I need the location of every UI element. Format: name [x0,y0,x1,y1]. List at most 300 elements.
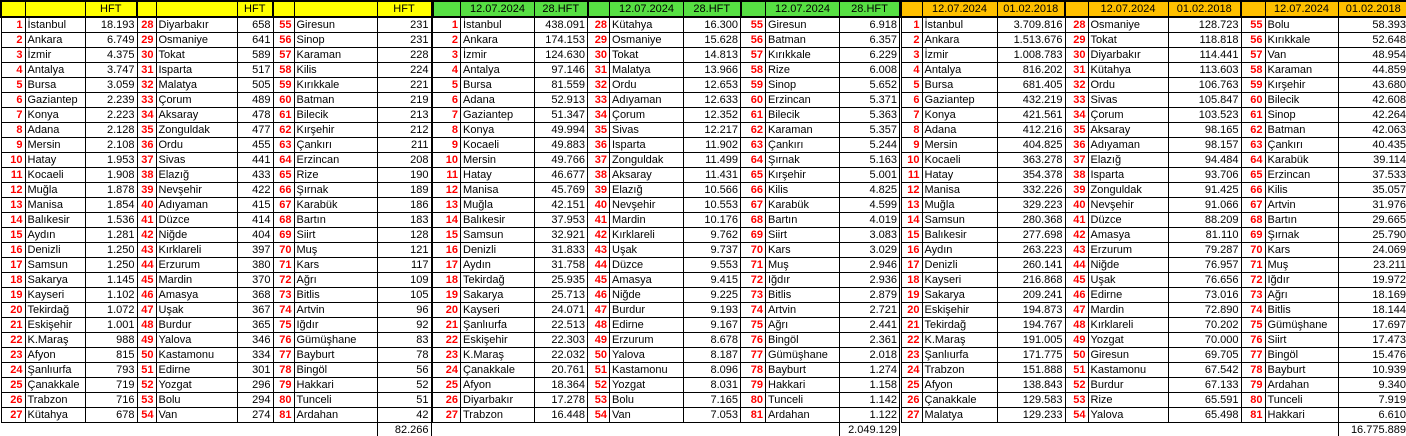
rank-cell[interactable]: 9 [901,138,922,153]
city-cell[interactable]: Tekirdağ [25,303,85,318]
rank-cell[interactable]: 12 [433,183,461,198]
city-cell[interactable]: Bartın [1265,213,1338,228]
rank-cell[interactable]: 54 [137,408,156,423]
value-cell[interactable]: 7.919 [1338,393,1406,408]
value-cell[interactable]: 18.193 [85,17,137,33]
value-cell[interactable]: 346 [237,333,273,348]
rank-cell[interactable]: 11 [1,168,25,183]
rank-cell[interactable]: 28 [1065,17,1088,33]
rank-cell[interactable]: 66 [1241,183,1265,198]
rank-cell[interactable]: 66 [741,183,766,198]
rank-cell[interactable]: 16 [901,243,922,258]
rank-cell[interactable]: 61 [1241,108,1265,123]
rank-cell[interactable]: 76 [1241,333,1265,348]
rank-cell[interactable]: 12 [1,183,25,198]
city-cell[interactable]: Trabzon [25,393,85,408]
city-cell[interactable]: Karaman [294,48,377,63]
value-cell[interactable]: 6.610 [1338,408,1406,423]
city-cell[interactable]: Çankırı [294,138,377,153]
city-cell[interactable]: Zonguldak [1088,183,1168,198]
city-cell[interactable]: Giresun [1088,348,1168,363]
city-cell[interactable]: Trabzon [922,363,997,378]
city-cell[interactable]: Burdur [610,303,684,318]
value-cell[interactable]: 2.108 [85,138,137,153]
rank-cell[interactable]: 40 [1065,198,1088,213]
city-cell[interactable]: Bilecik [766,108,840,123]
city-cell[interactable]: Erzincan [766,93,840,108]
rank-cell[interactable]: 39 [137,183,156,198]
city-cell[interactable]: Eskişehir [922,303,997,318]
city-cell[interactable]: Osmaniye [1088,17,1168,33]
city-cell[interactable]: Giresun [766,17,840,33]
value-cell[interactable]: 367 [237,303,273,318]
city-cell[interactable]: Burdur [1088,378,1168,393]
value-cell[interactable]: 42.063 [1338,123,1406,138]
city-cell[interactable]: Aydın [25,228,85,243]
block-total-value[interactable]: 82.266 [377,423,431,436]
value-cell[interactable]: 17.473 [1338,333,1406,348]
rank-cell[interactable]: 38 [137,168,156,183]
city-cell[interactable]: Düzce [610,258,684,273]
value-cell[interactable]: 412.216 [997,123,1065,138]
rank-cell[interactable]: 45 [1065,273,1088,288]
rank-cell[interactable]: 13 [901,198,922,213]
rank-cell[interactable]: 7 [1,108,25,123]
rank-cell[interactable]: 55 [1241,17,1265,33]
city-cell[interactable]: Bolu [1265,17,1338,33]
city-cell[interactable]: Samsun [25,258,85,273]
rank-cell[interactable]: 64 [273,153,294,168]
value-cell[interactable]: 42 [377,408,431,423]
rank-cell[interactable]: 9 [1,138,25,153]
city-cell[interactable]: Niğde [610,288,684,303]
city-cell[interactable]: Ardahan [766,408,840,423]
value-cell[interactable]: 9.167 [684,318,741,333]
value-cell[interactable]: 16.300 [684,17,741,33]
value-cell[interactable]: 517 [237,63,273,78]
header-value-cell[interactable]: HFT [85,1,137,17]
city-cell[interactable]: Denizli [25,243,85,258]
rank-cell[interactable]: 57 [273,48,294,63]
value-cell[interactable]: 39.114 [1338,153,1406,168]
city-cell[interactable]: Sivas [156,153,237,168]
rank-cell[interactable]: 2 [1,33,25,48]
value-cell[interactable]: 52.648 [1338,33,1406,48]
value-cell[interactable]: 98.157 [1168,138,1241,153]
value-cell[interactable]: 641 [237,33,273,48]
rank-cell[interactable]: 81 [273,408,294,423]
value-cell[interactable]: 441 [237,153,273,168]
city-cell[interactable]: Kilis [294,63,377,78]
city-cell[interactable]: Bitlis [294,288,377,303]
value-cell[interactable]: 2.361 [840,333,900,348]
value-cell[interactable]: 10.939 [1338,363,1406,378]
city-cell[interactable]: Diyarbakır [461,393,535,408]
city-cell[interactable]: Sivas [610,123,684,138]
city-cell[interactable]: Mersin [461,153,535,168]
city-cell[interactable]: Balıkesir [461,213,535,228]
value-cell[interactable]: 97.146 [535,63,588,78]
rank-cell[interactable]: 10 [1,153,25,168]
header-date-cell[interactable]: 12.07.2024 [1265,1,1338,17]
value-cell[interactable]: 209.241 [997,288,1065,303]
rank-cell[interactable]: 4 [433,63,461,78]
value-cell[interactable]: 1.878 [85,183,137,198]
value-cell[interactable]: 98.165 [1168,123,1241,138]
city-cell[interactable]: Zonguldak [610,153,684,168]
rank-cell[interactable]: 79 [741,378,766,393]
city-cell[interactable]: Bitlis [1265,303,1338,318]
header-rank-cell[interactable] [741,1,766,17]
rank-cell[interactable]: 57 [1241,48,1265,63]
value-cell[interactable]: 109 [377,273,431,288]
city-cell[interactable]: Kars [766,243,840,258]
city-cell[interactable]: Diyarbakır [156,17,237,33]
value-cell[interactable]: 414 [237,213,273,228]
value-cell[interactable]: 1.142 [840,393,900,408]
rank-cell[interactable]: 53 [588,393,610,408]
city-cell[interactable]: Çankırı [1265,138,1338,153]
city-cell[interactable]: Kocaeli [922,153,997,168]
value-cell[interactable]: 3.029 [840,243,900,258]
value-cell[interactable]: 1.145 [85,273,137,288]
rank-cell[interactable]: 42 [588,228,610,243]
header-date-cell[interactable]: 12.07.2024 [922,1,997,17]
rank-cell[interactable]: 73 [273,288,294,303]
city-cell[interactable]: Kırklareli [610,228,684,243]
header-value-cell[interactable]: 28.HFT [684,1,741,17]
rank-cell[interactable]: 44 [1065,258,1088,273]
rank-cell[interactable]: 30 [1065,48,1088,63]
city-cell[interactable]: Erzurum [156,258,237,273]
rank-cell[interactable]: 6 [433,93,461,108]
value-cell[interactable]: 211 [377,138,431,153]
city-cell[interactable]: Yalova [610,348,684,363]
header-value-cell[interactable]: HFT [237,1,273,17]
city-cell[interactable]: Manisa [922,183,997,198]
city-cell[interactable]: Erzurum [1088,243,1168,258]
value-cell[interactable]: 455 [237,138,273,153]
city-cell[interactable]: Düzce [1088,213,1168,228]
rank-cell[interactable]: 59 [273,78,294,93]
value-cell[interactable]: 15.628 [684,33,741,48]
value-cell[interactable]: 12.352 [684,108,741,123]
value-cell[interactable]: 118.818 [1168,33,1241,48]
city-cell[interactable]: Manisa [461,183,535,198]
rank-cell[interactable]: 46 [137,288,156,303]
value-cell[interactable]: 658 [237,17,273,33]
value-cell[interactable]: 190 [377,168,431,183]
value-cell[interactable]: 365 [237,318,273,333]
rank-cell[interactable]: 79 [273,378,294,393]
city-cell[interactable]: Bayburt [1265,363,1338,378]
rank-cell[interactable]: 27 [1,408,25,423]
city-cell[interactable]: Bolu [610,393,684,408]
value-cell[interactable]: 129.233 [997,408,1065,423]
value-cell[interactable]: 280.368 [997,213,1065,228]
value-cell[interactable]: 1.513.676 [997,33,1065,48]
city-cell[interactable]: Kırşehir [1265,78,1338,93]
value-cell[interactable]: 4.825 [840,183,900,198]
value-cell[interactable]: 91.425 [1168,183,1241,198]
value-cell[interactable]: 56 [377,363,431,378]
city-cell[interactable]: Artvin [766,303,840,318]
city-cell[interactable]: Gümüşhane [1265,318,1338,333]
rank-cell[interactable]: 43 [1065,243,1088,258]
value-cell[interactable]: 397 [237,243,273,258]
rank-cell[interactable]: 7 [433,108,461,123]
rank-cell[interactable]: 20 [901,303,922,318]
city-cell[interactable]: Şırnak [294,183,377,198]
header-rank-cell[interactable] [273,1,294,17]
value-cell[interactable]: 505 [237,78,273,93]
city-cell[interactable]: Muş [294,243,377,258]
value-cell[interactable]: 51.347 [535,108,588,123]
city-cell[interactable]: Uşak [1088,273,1168,288]
city-cell[interactable]: Edirne [1088,288,1168,303]
value-cell[interactable]: 51 [377,393,431,408]
city-cell[interactable]: Ankara [922,33,997,48]
value-cell[interactable]: 354.378 [997,168,1065,183]
city-cell[interactable]: Şırnak [766,153,840,168]
rank-cell[interactable]: 28 [588,17,610,33]
rank-cell[interactable]: 38 [1065,168,1088,183]
rank-cell[interactable]: 72 [1241,273,1265,288]
value-cell[interactable]: 438.091 [535,17,588,33]
city-cell[interactable]: Uşak [156,303,237,318]
rank-cell[interactable]: 29 [137,33,156,48]
rank-cell[interactable]: 33 [1065,93,1088,108]
value-cell[interactable]: 5.652 [840,78,900,93]
value-cell[interactable]: 113.603 [1168,63,1241,78]
value-cell[interactable]: 105 [377,288,431,303]
city-cell[interactable]: Bayburt [294,348,377,363]
city-cell[interactable]: Elazığ [156,168,237,183]
rank-cell[interactable]: 35 [137,123,156,138]
city-cell[interactable]: Afyon [922,378,997,393]
value-cell[interactable]: 6.918 [840,17,900,33]
value-cell[interactable]: 231 [377,17,431,33]
rank-cell[interactable]: 69 [741,228,766,243]
rank-cell[interactable]: 71 [741,258,766,273]
header-date-cell[interactable] [294,1,377,17]
rank-cell[interactable]: 20 [1,303,25,318]
city-cell[interactable]: Antalya [922,63,997,78]
value-cell[interactable]: 10.176 [684,213,741,228]
city-cell[interactable]: Karaman [766,123,840,138]
value-cell[interactable]: 16.448 [535,408,588,423]
city-cell[interactable]: Kırıkkale [1265,33,1338,48]
value-cell[interactable]: 92 [377,318,431,333]
value-cell[interactable]: 128 [377,228,431,243]
rank-cell[interactable]: 14 [1,213,25,228]
value-cell[interactable]: 9.415 [684,273,741,288]
city-cell[interactable]: Tunceli [294,393,377,408]
rank-cell[interactable]: 61 [273,108,294,123]
rank-cell[interactable]: 68 [1241,213,1265,228]
value-cell[interactable]: 380 [237,258,273,273]
city-cell[interactable]: Isparta [610,138,684,153]
city-cell[interactable]: Bayburt [766,363,840,378]
rank-cell[interactable]: 71 [273,258,294,273]
value-cell[interactable]: 70.202 [1168,318,1241,333]
city-cell[interactable]: Çanakkale [922,393,997,408]
value-cell[interactable]: 224 [377,63,431,78]
rank-cell[interactable]: 48 [588,318,610,333]
rank-cell[interactable]: 33 [137,93,156,108]
value-cell[interactable]: 29.665 [1338,213,1406,228]
value-cell[interactable]: 65.498 [1168,408,1241,423]
rank-cell[interactable]: 55 [273,17,294,33]
value-cell[interactable]: 7.053 [684,408,741,423]
value-cell[interactable]: 9.553 [684,258,741,273]
value-cell[interactable]: 73.016 [1168,288,1241,303]
value-cell[interactable]: 20.761 [535,363,588,378]
value-cell[interactable]: 5.371 [840,93,900,108]
rank-cell[interactable]: 53 [137,393,156,408]
rank-cell[interactable]: 60 [1241,93,1265,108]
rank-cell[interactable]: 18 [433,273,461,288]
value-cell[interactable]: 88.209 [1168,213,1241,228]
value-cell[interactable]: 9.225 [684,288,741,303]
value-cell[interactable]: 10.566 [684,183,741,198]
value-cell[interactable]: 44.859 [1338,63,1406,78]
rank-cell[interactable]: 45 [588,273,610,288]
city-cell[interactable]: Bilecik [294,108,377,123]
rank-cell[interactable]: 37 [588,153,610,168]
rank-cell[interactable]: 36 [1065,138,1088,153]
value-cell[interactable]: 1.536 [85,213,137,228]
value-cell[interactable]: 183 [377,213,431,228]
city-cell[interactable]: Amasya [610,273,684,288]
value-cell[interactable]: 2.721 [840,303,900,318]
rank-cell[interactable]: 16 [1,243,25,258]
rank-cell[interactable]: 60 [273,93,294,108]
city-cell[interactable]: Konya [922,108,997,123]
city-cell[interactable]: Konya [25,108,85,123]
value-cell[interactable]: 128.723 [1168,17,1241,33]
value-cell[interactable]: 2.239 [85,93,137,108]
rank-cell[interactable]: 70 [741,243,766,258]
city-cell[interactable]: Mardin [610,213,684,228]
header-value-cell[interactable]: 28.HFT [535,1,588,17]
value-cell[interactable]: 8.096 [684,363,741,378]
city-cell[interactable]: Amasya [1088,228,1168,243]
rank-cell[interactable]: 19 [433,288,461,303]
value-cell[interactable]: 79.287 [1168,243,1241,258]
city-cell[interactable]: Erzurum [610,333,684,348]
value-cell[interactable]: 45.769 [535,183,588,198]
value-cell[interactable]: 221 [377,78,431,93]
rank-cell[interactable]: 29 [1065,33,1088,48]
value-cell[interactable]: 7.165 [684,393,741,408]
rank-cell[interactable]: 74 [1241,303,1265,318]
city-cell[interactable]: Edirne [610,318,684,333]
value-cell[interactable]: 43.680 [1338,78,1406,93]
city-cell[interactable]: Hakkari [1265,408,1338,423]
city-cell[interactable]: Aydın [461,258,535,273]
rank-cell[interactable]: 41 [137,213,156,228]
header-rank-cell[interactable] [137,1,156,17]
value-cell[interactable]: 81.559 [535,78,588,93]
value-cell[interactable]: 489 [237,93,273,108]
rank-cell[interactable]: 81 [1241,408,1265,423]
rank-cell[interactable]: 65 [741,168,766,183]
rank-cell[interactable]: 47 [588,303,610,318]
value-cell[interactable]: 816.202 [997,63,1065,78]
rank-cell[interactable]: 51 [137,363,156,378]
rank-cell[interactable]: 3 [1,48,25,63]
value-cell[interactable]: 421.561 [997,108,1065,123]
value-cell[interactable]: 212 [377,123,431,138]
value-cell[interactable]: 5.244 [840,138,900,153]
rank-cell[interactable]: 13 [433,198,461,213]
value-cell[interactable]: 69.705 [1168,348,1241,363]
city-cell[interactable]: Elazığ [1088,153,1168,168]
rank-cell[interactable]: 53 [1065,393,1088,408]
city-cell[interactable]: Isparta [156,63,237,78]
rank-cell[interactable]: 69 [273,228,294,243]
city-cell[interactable]: Antalya [461,63,535,78]
value-cell[interactable]: 1.274 [840,363,900,378]
city-cell[interactable]: Ağrı [294,273,377,288]
city-cell[interactable]: Van [1265,48,1338,63]
rank-cell[interactable]: 5 [901,78,922,93]
rank-cell[interactable]: 38 [588,168,610,183]
value-cell[interactable]: 31.758 [535,258,588,273]
value-cell[interactable]: 1.250 [85,243,137,258]
rank-cell[interactable]: 2 [433,33,461,48]
city-cell[interactable]: Osmaniye [610,33,684,48]
city-cell[interactable]: Tunceli [1265,393,1338,408]
value-cell[interactable]: 815 [85,348,137,363]
city-cell[interactable]: Muş [766,258,840,273]
rank-cell[interactable]: 40 [137,198,156,213]
rank-cell[interactable]: 56 [273,33,294,48]
city-cell[interactable]: Hakkari [294,378,377,393]
rank-cell[interactable]: 19 [1,288,25,303]
value-cell[interactable]: 52 [377,378,431,393]
value-cell[interactable]: 138.843 [997,378,1065,393]
value-cell[interactable]: 2.018 [840,348,900,363]
city-cell[interactable]: Yalova [1088,408,1168,423]
header-date-cell[interactable] [156,1,237,17]
city-cell[interactable]: Tekirdağ [922,318,997,333]
value-cell[interactable]: 174.153 [535,33,588,48]
rank-cell[interactable]: 27 [901,408,922,423]
rank-cell[interactable]: 30 [137,48,156,63]
rank-cell[interactable]: 18 [1,273,25,288]
city-cell[interactable]: Tekirdağ [461,273,535,288]
city-cell[interactable]: Van [610,408,684,423]
value-cell[interactable]: 1.908 [85,168,137,183]
header-value-cell[interactable]: 01.02.2018 [1338,1,1406,17]
header-value-cell[interactable]: 28.HFT [840,1,900,17]
rank-cell[interactable]: 1 [901,17,922,33]
value-cell[interactable]: 1.158 [840,378,900,393]
rank-cell[interactable]: 32 [588,78,610,93]
rank-cell[interactable]: 15 [1,228,25,243]
value-cell[interactable]: 213 [377,108,431,123]
value-cell[interactable]: 1.008.783 [997,48,1065,63]
value-cell[interactable]: 589 [237,48,273,63]
rank-cell[interactable]: 42 [137,228,156,243]
city-cell[interactable]: Erzincan [294,153,377,168]
rank-cell[interactable]: 1 [1,17,25,33]
city-cell[interactable]: Düzce [156,213,237,228]
value-cell[interactable]: 415 [237,198,273,213]
value-cell[interactable]: 106.763 [1168,78,1241,93]
